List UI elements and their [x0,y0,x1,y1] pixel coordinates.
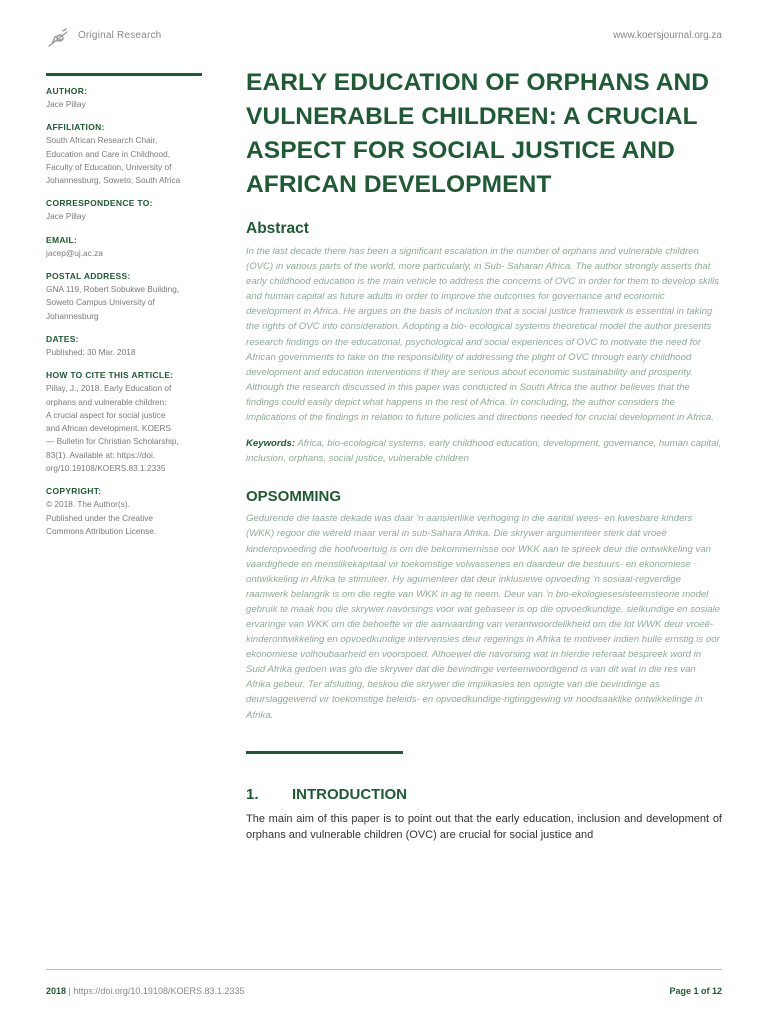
journal-website-link[interactable]: www.koersjournal.org.za [613,30,722,41]
article-body [246,66,722,843]
citation-text: Pillay, J., 2018. Early Education of orphans and vulnerable children: A crucial aspect for social justice and African development. KOERS — Bulletin for Christian Scholarship, 83(1). Available at: https://doi. org/10.19108/KOERS.83.1.2335 [46,383,179,474]
postal-label: POSTAL ADDRESS: [46,271,131,282]
abstract-heading: Abstract [246,220,309,237]
page-header [0,0,768,60]
footer-year: 2018 [46,986,67,996]
postal-address: GNA 119, Robert Sobukwe Building, Soweto Campus University of Johannesburg [46,284,180,321]
article-title: EARLY EDUCATION OF ORPHANS AND VULNERABLE CHILDREN: A CRUCIAL ASPECT FOR SOCIAL JUSTICE AND AFRICAN DEVELOPMENT [246,69,710,198]
affiliation-block [46,122,206,187]
introduction-paragraph: The main aim of this paper is to point out that the early education, inclusion and development of orphans and vulnerable children (OVC) are crucial for social justice and [246,812,722,841]
sidebar-divider [46,73,202,76]
footer-divider [46,969,722,970]
keywords-list: Africa, bio-ecological systems, early childhood education, development, governance, human capital, inclusion, orphans, social justice, vulnerable children [246,438,722,465]
citation-label: HOW TO CITE THIS ARTICLE: [46,370,174,381]
dates-label: DATES: [46,333,79,344]
introduction-heading [246,786,722,803]
author-name: Jace Pillay [46,99,86,109]
journal-logo-icon [46,26,70,50]
correspondence-label: CORRESPONDENCE TO: [46,198,153,209]
section-title: INTRODUCTION [292,785,407,803]
keywords-line [246,436,722,466]
section-divider [246,751,403,754]
page-number: Page 1 of 12 [669,986,722,996]
correspondence-name: Jace Pillay [46,211,86,222]
citation-block [46,370,206,475]
author-block [46,86,206,111]
section-label: Original Research [78,30,162,41]
copyright-label: COPYRIGHT: [46,486,102,497]
published-date: Published: 30 Mar. 2018 [46,346,136,357]
article-info-sidebar [46,73,206,549]
copyright-text: © 2018. The Author(s). Published under the Creative Commons Attribution License. [46,499,157,536]
opsomming-heading: OPSOMMING [246,488,342,506]
dates-block [46,334,206,359]
email-block [46,235,206,260]
copyright-block [46,486,206,538]
affiliation-text: South African Research Chair, Education and Care in Childhood, Faculty of Education, University of Johannesburg, Soweto, South Africa [46,135,181,186]
keywords-label: Keywords: [246,438,296,450]
section-number: 1. [246,785,259,803]
affiliation-label: AFFILIATION: [46,122,105,133]
correspondence-block [46,198,206,223]
author-label: AUTHOR: [46,86,88,96]
email-label: EMAIL: [46,234,78,245]
abstract-text: In the last decade there has been a significant escalation in the number of orphans and vulnerable children (OVC) in various parts of the world, more particularly, in Sub- Saharan Africa. The author strongly asserts that early childhood education is the main vehicle to address the concerns of OVC in order for them to develop skills and human capital as future adults in order to improve the outcomes for governance and economic development in Africa. He argues on the basis of inclusion that a social justice framework is essential in taking the rights of OVC into consideration. Adopting a bio- ecological systems theoretical model the author presents research findings on the educational, psychological and social experiences of OVC to motivate the need for African governments to take on the responsibility of addressing the plight of OVC through early childhood development and education interventions if they are serious about economic sustainability and prosperity. Although the research discussed in this paper was conducted in South Africa the author believes that the findings could easily depict what happens in the rest of Africa. In concluding, the author considers the implications of the findings in relation to future policies and directions needed for crucial development in Africa. [246,246,720,424]
opsomming-text: Gedurende die laaste dekade was daar ’n aansienlike verhoging in die aantal wees- en kwesbare kinders (WKK) regoor die wêreld maar veral in sub-Sahara Afrika. Die skrywer argumenteer sterk dat vroeë kinderopvoeding die hoofvoertuig is om die bekommernisse oor WKK aan te spreek deur die ontwikkeling van vaardighede en menslikekapitaal vir toekomstige volwassenes en daardeur die bestuurs- en ekonomiese ontwikkeling in Afrika te stimuleer. Hy agumenteer dat deur inklusiewe opvoeding ’n sosiaal-regverdige raamwerk belangrik is om die regte van WKK in ag te neem. Deur van ’n bio-ekologiesesisteemsteorie model gebruik te maak hou die skrywer navorsings voor wat gebaseer is op die opvoedkundige, sielkundige en sosiale ervaringe van WKK om die behoefte vir die aanvaarding van verantwoordelikheid om die lot WWK deur vroeë-kinderontwikkeling en opvoedkundige intervensies deur regerings in Afrika te motiveer indien hulle ernstig is oor ekonomiese volhoubaarheid en voorspoed. Alhoewel die navorsing wat in hierdie referaat bespreek word in Suid Afrika gedoen was glo die skrywer dat die bevindinge verteenwoordigend is van dit wat in die res van Afrika gebeur. Ter afsluiting, beskou die skrywer die implikasies ten opsigte van die bevindinge as deurslaggewend vir toekomstige beleids- en opvoedkundige-rigtinggewing vir noodsaaklike ontwikkelinge in Afrika. [246,513,721,721]
postal-block [46,271,206,323]
footer-doi-link[interactable]: | https://doi.org/10.19108/KOERS.83.1.2335 [68,986,245,996]
email-link[interactable]: jacep@uj.ac.za [46,247,103,258]
footer-citation [46,986,245,996]
